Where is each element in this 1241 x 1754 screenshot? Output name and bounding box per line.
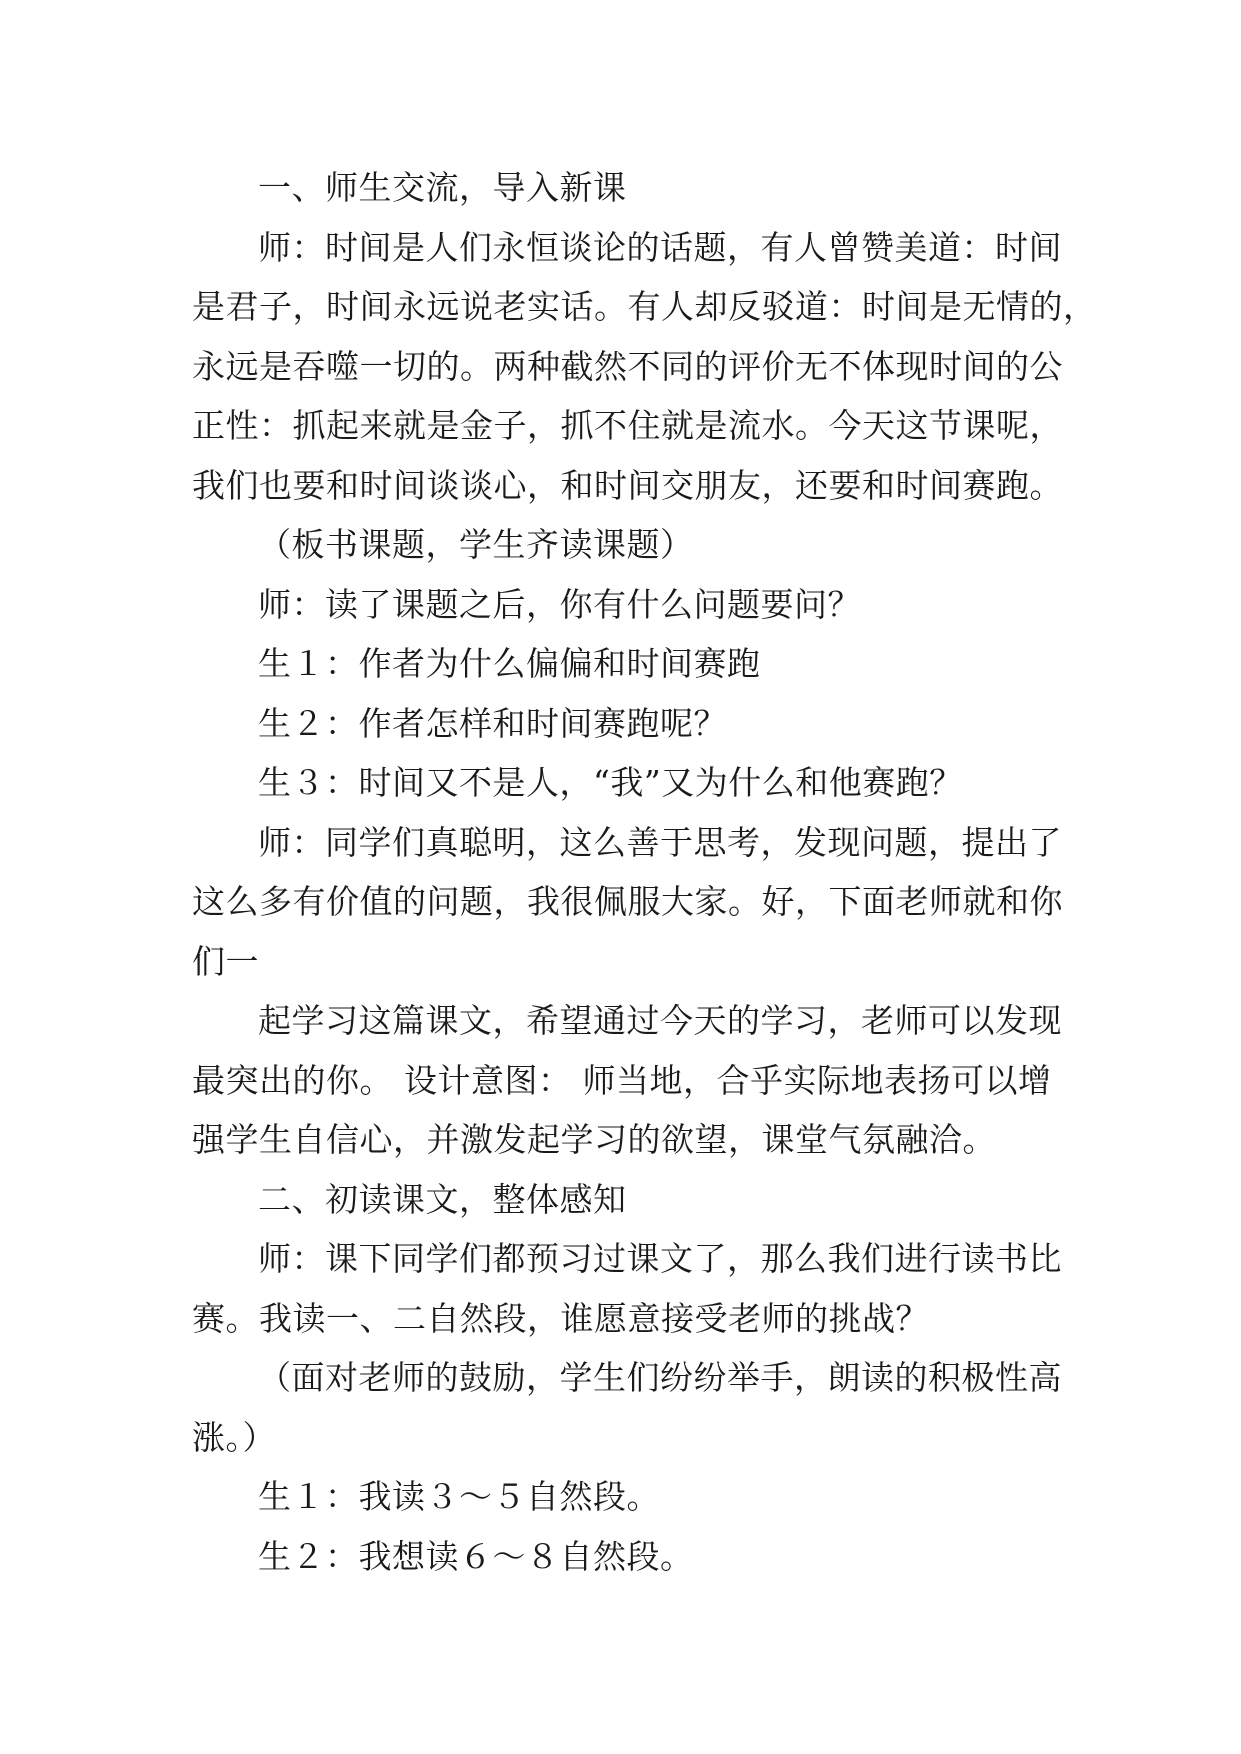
text-line: 生２：作者怎样和时间赛跑呢？	[258, 703, 727, 743]
text-line: 是君子，时间永远说老实话。有人却反驳道：时间是无情的，	[192, 287, 1097, 326]
text-line: 师：同学们真聪明，这么善于思考，发现问题，提出了	[258, 822, 1062, 862]
text-line: 永远是吞噬一切的。两种截然不同的评价无不体现时间的公	[192, 346, 1063, 386]
text-line: 正性：抓起来就是金子，抓不住就是流水。今天这节课呢，	[192, 406, 1063, 445]
section-heading-1: 一、师生交流，导入新课	[258, 168, 627, 207]
text-line: 最突出的你。 设计意图： 师当地，合乎实际地表扬可以增	[192, 1060, 1052, 1100]
section-heading-2: 二、初读课文，整体感知	[258, 1179, 627, 1219]
text-line: （板书课题，学生齐读课题）	[258, 525, 694, 564]
text-line: 生１：我读３～５自然段。	[258, 1477, 660, 1516]
document-body	[192, 158, 1097, 1586]
text-line: 生３：时间又不是人，“我”又为什么和他赛跑？	[258, 763, 963, 802]
text-line: （面对老师的鼓励，学生们纷纷举手，朗读的积极性高	[258, 1358, 1062, 1397]
text-line: 强学生自信心，并激发起学习的欲望，课堂气氛融洽。	[192, 1120, 996, 1159]
text-line: 师：读了课题之后，你有什么问题要问？	[258, 584, 861, 624]
text-line: 我们也要和时间谈谈心，和时间交朋友，还要和时间赛跑。	[192, 465, 1063, 505]
text-line: 涨。）	[192, 1417, 276, 1457]
text-line: 生１：作者为什么偏偏和时间赛跑	[258, 644, 761, 683]
text-line: 起学习这篇课文，希望通过今天的学习，老师可以发现	[258, 1001, 1062, 1040]
text-line: 生２：我想读６～８自然段。	[258, 1536, 694, 1576]
text-line: 赛。我读一、二自然段，谁愿意接受老师的挑战？	[192, 1298, 929, 1338]
text-line: 师：时间是人们永恒谈论的话题，有人曾赞美道：时间	[258, 227, 1062, 267]
text-line: 这么多有价值的问题，我很佩服大家。好，下面老师就和你	[192, 882, 1063, 921]
text-line: 师：课下同学们都预习过课文了，那么我们进行读书比	[258, 1239, 1062, 1278]
text-line: 们一	[192, 941, 259, 981]
